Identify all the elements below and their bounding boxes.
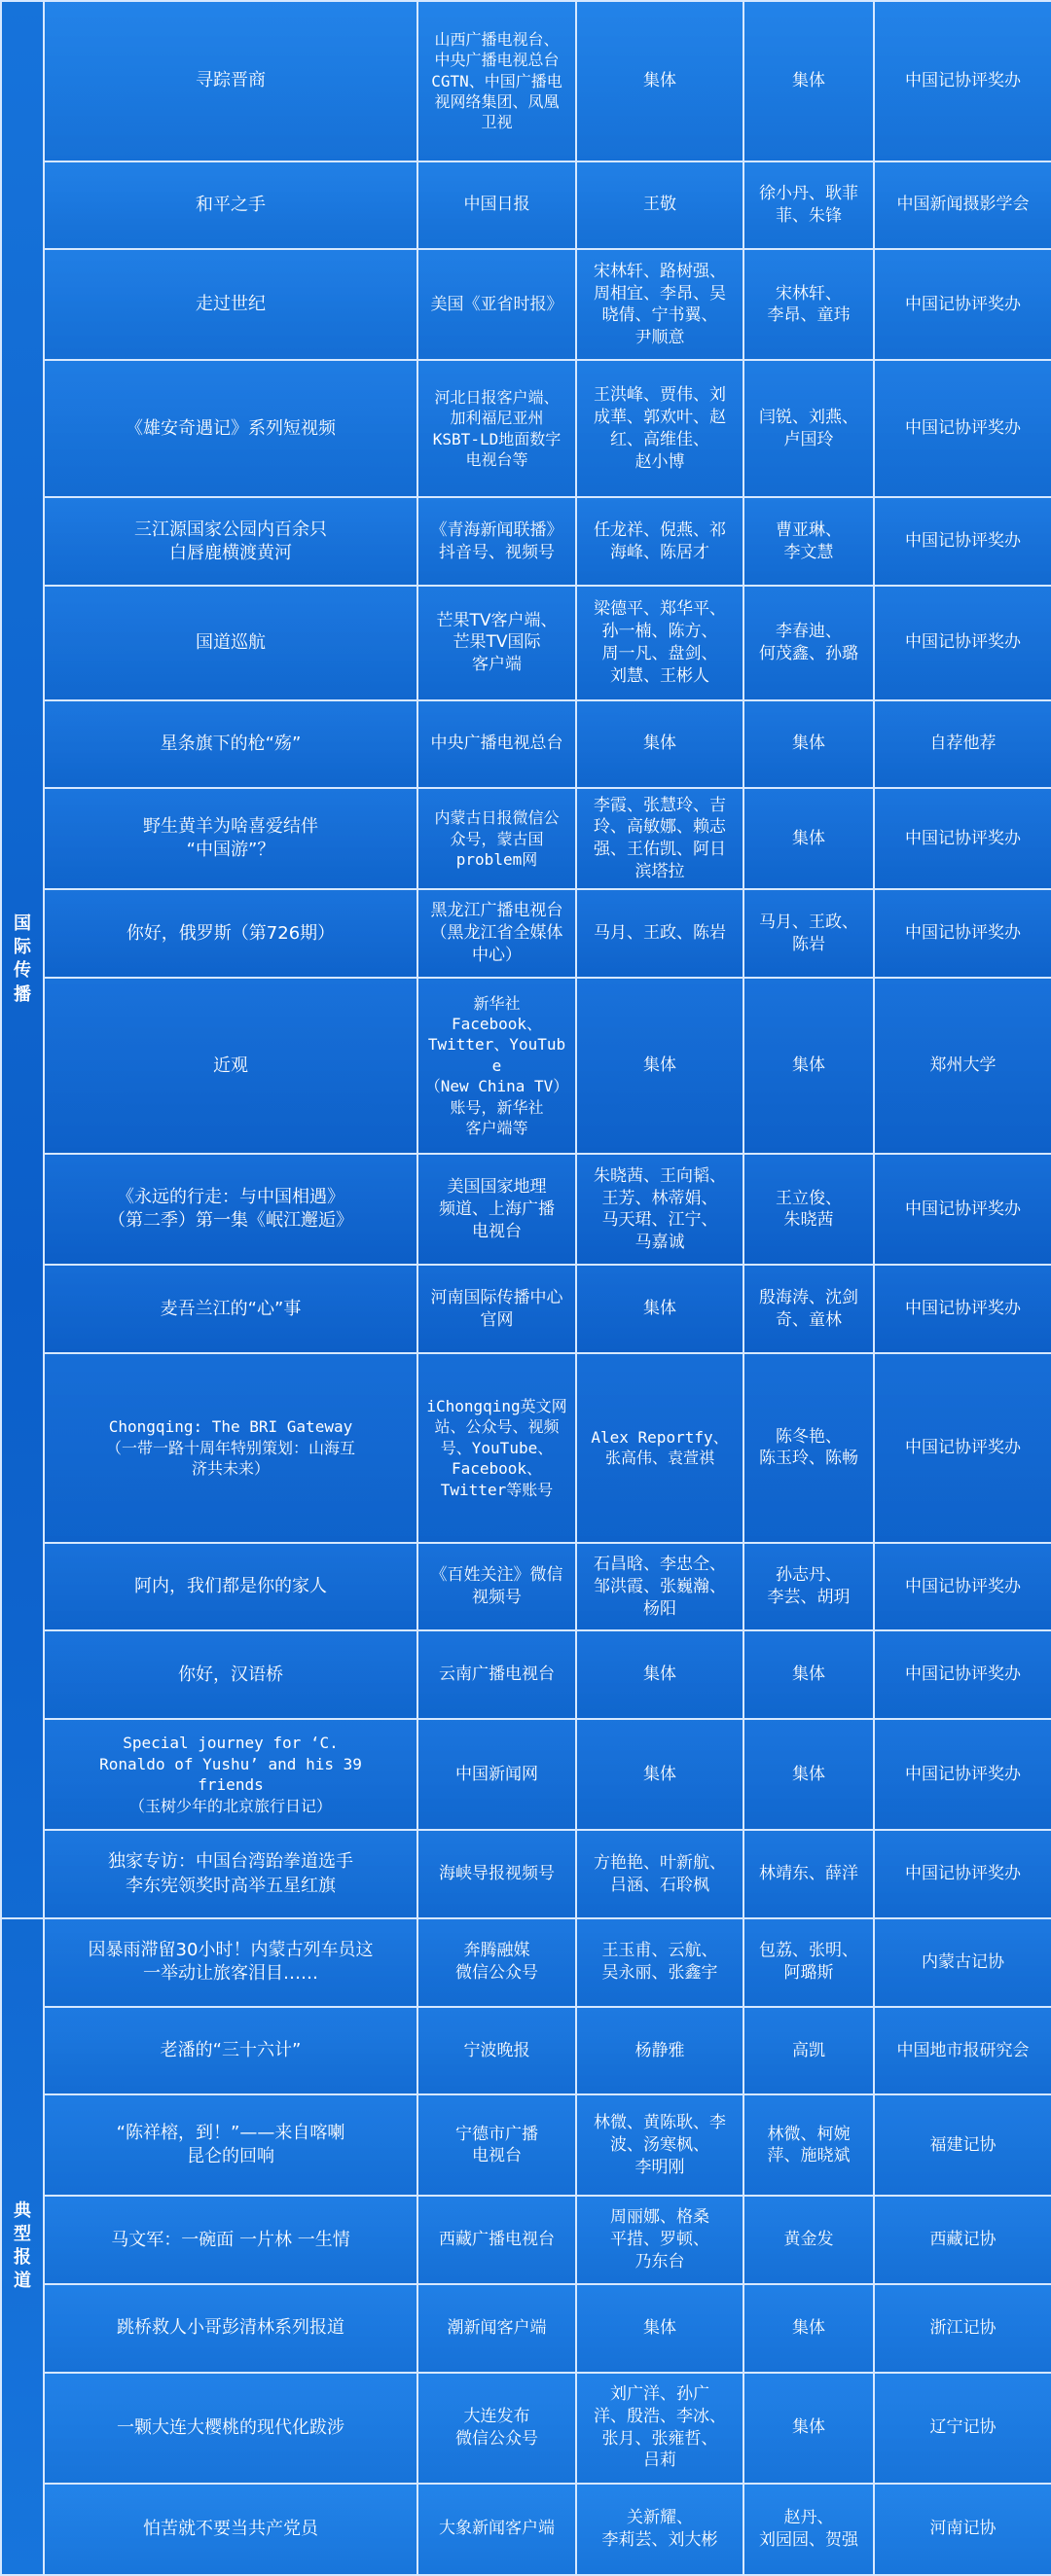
authors-cell: 宋林轩、路树强、 周相宜、李昂、吴 晓倩、宁书翼、 尹顺意	[576, 249, 743, 360]
publishing-media-cell: 宁德市广播 电视台	[417, 2094, 576, 2196]
editors-cell: 集体	[743, 788, 874, 889]
editors-cell: 黄金发	[743, 2196, 874, 2284]
publishing-media-cell: 大象新闻客户端	[417, 2484, 576, 2575]
table-row	[1, 1918, 1051, 2007]
authors-cell: 王洪峰、贾伟、刘 成華、郭欢叶、赵 红、高维佳、 赵小博	[576, 360, 743, 497]
authors-cell: 刘广洋、孙广 洋、殷浩、李冰、 张月、张雍哲、 吕莉	[576, 2373, 743, 2484]
authors-cell: 周丽娜、格桑 平措、罗顿、 乃东台	[576, 2196, 743, 2284]
authors-cell: 林微、黄陈耿、李 波、汤寒枫、 李明刚	[576, 2094, 743, 2196]
recommending-unit-cell: 郑州大学	[874, 978, 1051, 1154]
publishing-media-cell: 芒果TV客户端、 芒果TV国际 客户端	[417, 586, 576, 700]
authors-cell: 集体	[576, 700, 743, 789]
recommending-unit-cell: 中国记协评奖办	[874, 1830, 1051, 1918]
table-row	[1, 1630, 1051, 1719]
editors-cell: 集体	[743, 1719, 874, 1830]
entry-title-cell: 你好，汉语桥	[44, 1630, 417, 1719]
table-row	[1, 2094, 1051, 2196]
entry-title-cell: 走过世纪	[44, 249, 417, 360]
recommending-unit-cell: 内蒙古记协	[874, 1918, 1051, 2007]
entry-title-cell: 独家专访：中国台湾跆拳道选手 李东宪领奖时高举五星红旗	[44, 1830, 417, 1918]
recommending-unit-cell: 中国记协评奖办	[874, 1265, 1051, 1353]
recommending-unit-cell: 中国记协评奖办	[874, 497, 1051, 586]
recommending-unit-cell: 中国记协评奖办	[874, 1630, 1051, 1719]
authors-cell: 关新耀、 李莉芸、刘大彬	[576, 2484, 743, 2575]
entry-title-cell: 寻踪晋商	[44, 1, 417, 161]
entry-title-cell: Special journey for ‘C. Ronaldo of Yushu’ and his 39 friends （玉树少年的北京旅行日记）	[44, 1719, 417, 1830]
publishing-media-cell: 美国国家地理 频道、上海广播 电视台	[417, 1154, 576, 1265]
entry-title-cell: 星条旗下的枪“殇”	[44, 700, 417, 789]
authors-cell: 杨静雅	[576, 2007, 743, 2095]
table-row	[1, 1154, 1051, 1265]
editors-cell: 殷海涛、沈剑 奇、童林	[743, 1265, 874, 1353]
authors-cell: 集体	[576, 2284, 743, 2373]
recommending-unit-cell: 西藏记协	[874, 2196, 1051, 2284]
recommending-unit-cell: 中国地市报研究会	[874, 2007, 1051, 2095]
table-row	[1, 788, 1051, 889]
entry-title-cell: 野生黄羊为啥喜爱结伴 “中国游”？	[44, 788, 417, 889]
table-row	[1, 1, 1051, 161]
editors-cell: 曹亚琳、 李文慧	[743, 497, 874, 586]
table-row	[1, 249, 1051, 360]
publishing-media-cell: 内蒙古日报微信公 众号，蒙古国 problem网	[417, 788, 576, 889]
table-row	[1, 161, 1051, 250]
recommending-unit-cell: 中国记协评奖办	[874, 1719, 1051, 1830]
recommending-unit-cell: 辽宁记协	[874, 2373, 1051, 2484]
publishing-media-cell: 山西广播电视台、 中央广播电视总台 CGTN、中国广播电 视网络集团、凤凰 卫视	[417, 1, 576, 161]
editors-cell: 集体	[743, 2373, 874, 2484]
entry-title-cell: 《雄安奇遇记》系列短视频	[44, 360, 417, 497]
table-row	[1, 360, 1051, 497]
entry-title-cell: 跳桥救人小哥彭清林系列报道	[44, 2284, 417, 2373]
editors-cell: 徐小丹、耿菲 菲、朱锋	[743, 161, 874, 250]
entry-title-cell: 阿内，我们都是你的家人	[44, 1543, 417, 1631]
publishing-media-cell: 西藏广播电视台	[417, 2196, 576, 2284]
editors-cell: 赵丹、 刘园园、贺强	[743, 2484, 874, 2575]
editors-cell: 王立俊、 朱晓茜	[743, 1154, 874, 1265]
table-row	[1, 1265, 1051, 1353]
authors-cell: 集体	[576, 1719, 743, 1830]
entry-title-cell: 你好，俄罗斯（第726期）	[44, 889, 417, 978]
authors-cell: 马月、王政、陈岩	[576, 889, 743, 978]
editors-cell: 集体	[743, 978, 874, 1154]
entry-title-cell: 国道巡航	[44, 586, 417, 700]
recommending-unit-cell: 中国记协评奖办	[874, 788, 1051, 889]
entry-title-cell: 一颗大连大樱桃的现代化跋涉	[44, 2373, 417, 2484]
editors-cell: 高凯	[743, 2007, 874, 2095]
recommending-unit-cell: 自荐他荐	[874, 700, 1051, 789]
authors-cell: 朱晓茜、王向韬、 王芳、林蒂娟、 马天珺、江宁、 马嘉诚	[576, 1154, 743, 1265]
table-row	[1, 2484, 1051, 2575]
category-cell: 国际 传播	[1, 1, 44, 1918]
entry-title-cell: 老潘的“三十六计”	[44, 2007, 417, 2095]
publishing-media-cell: 大连发布 微信公众号	[417, 2373, 576, 2484]
recommending-unit-cell: 中国记协评奖办	[874, 889, 1051, 978]
table-row	[1, 586, 1051, 700]
entry-title-cell: “陈祥榕，到！”——来自喀喇 昆仑的回响	[44, 2094, 417, 2196]
entry-title-cell: 《永远的行走：与中国相遇》 （第二季）第一集《岷江邂逅》	[44, 1154, 417, 1265]
table-row	[1, 1353, 1051, 1543]
publishing-media-cell: 中国日报	[417, 161, 576, 250]
entry-title-cell: 马文军：一碗面 一片林 一生情	[44, 2196, 417, 2284]
entry-title-cell: 三江源国家公园内百余只 白唇鹿横渡黄河	[44, 497, 417, 586]
authors-cell: 方艳艳、叶新航、 吕涵、石聆枫	[576, 1830, 743, 1918]
editors-cell: 集体	[743, 1, 874, 161]
publishing-media-cell: 河北日报客户端、 加利福尼亚州 KSBT-LD地面数字 电视台等	[417, 360, 576, 497]
editors-cell: 林微、柯婉 萍、施晓斌	[743, 2094, 874, 2196]
entry-title-cell: 怕苦就不要当共产党员	[44, 2484, 417, 2575]
recommending-unit-cell: 中国记协评奖办	[874, 1543, 1051, 1631]
publishing-media-cell: 中央广播电视总台	[417, 700, 576, 789]
editors-cell: 林靖东、薛洋	[743, 1830, 874, 1918]
publishing-media-cell: 黑龙江广播电视台 （黑龙江省全媒体 中心）	[417, 889, 576, 978]
recommending-unit-cell: 中国记协评奖办	[874, 249, 1051, 360]
publishing-media-cell: iChongqing英文网 站、公众号、视频 号、YouTube、 Facebook、 Twitter等账号	[417, 1353, 576, 1543]
editors-cell: 集体	[743, 2284, 874, 2373]
publishing-media-cell: 河南国际传播中心 官网	[417, 1265, 576, 1353]
recommending-unit-cell: 福建记协	[874, 2094, 1051, 2196]
table-row	[1, 889, 1051, 978]
editors-cell: 闫锐、刘燕、 卢国玲	[743, 360, 874, 497]
recommending-unit-cell: 中国记协评奖办	[874, 360, 1051, 497]
recommending-unit-cell: 浙江记协	[874, 2284, 1051, 2373]
table-row	[1, 2284, 1051, 2373]
entry-title-cell: Chongqing: The BRI Gateway （一带一路十周年特别策划：山海互 济共未来）	[44, 1353, 417, 1543]
publishing-media-cell: 新华社 Facebook、 Twitter、YouTube （New China TV） 账号，新华社 客户端等	[417, 978, 576, 1154]
editors-cell: 集体	[743, 700, 874, 789]
recommending-unit-cell: 中国记协评奖办	[874, 586, 1051, 700]
recommending-unit-cell: 中国记协评奖办	[874, 1, 1051, 161]
recommending-unit-cell: 中国记协评奖办	[874, 1154, 1051, 1265]
recommending-unit-cell: 河南记协	[874, 2484, 1051, 2575]
authors-cell: 王敬	[576, 161, 743, 250]
entry-title-cell: 麦吾兰江的“心”事	[44, 1265, 417, 1353]
table-row	[1, 978, 1051, 1154]
table-row	[1, 700, 1051, 789]
editors-cell: 集体	[743, 1630, 874, 1719]
entry-title-cell: 和平之手	[44, 161, 417, 250]
authors-cell: 王玉甫、云航、 吴永丽、张鑫宇	[576, 1918, 743, 2007]
table-row	[1, 1543, 1051, 1631]
editors-cell: 陈冬艳、 陈玉玲、陈畅	[743, 1353, 874, 1543]
authors-cell: 李霞、张慧玲、吉 玲、高敏娜、赖志 强、王佑凯、阿日 滨塔拉	[576, 788, 743, 889]
editors-cell: 孙志丹、 李芸、胡玥	[743, 1543, 874, 1631]
editors-cell: 马月、王政、 陈岩	[743, 889, 874, 978]
publishing-media-cell: 云南广播电视台	[417, 1630, 576, 1719]
table-row	[1, 1719, 1051, 1830]
publishing-media-cell: 美国《亚省时报》	[417, 249, 576, 360]
publishing-media-cell: 海峡导报视频号	[417, 1830, 576, 1918]
award-table-body	[1, 1, 1051, 2575]
publishing-media-cell: 《青海新闻联播》 抖音号、视频号	[417, 497, 576, 586]
entry-title-cell: 近观	[44, 978, 417, 1154]
publishing-media-cell: 奔腾融媒 微信公众号	[417, 1918, 576, 2007]
authors-cell: 集体	[576, 1265, 743, 1353]
editors-cell: 包荔、张明、 阿璐斯	[743, 1918, 874, 2007]
entry-title-cell: 因暴雨滞留30小时！内蒙古列车员这 一举动让旅客泪目……	[44, 1918, 417, 2007]
publishing-media-cell: 《百姓关注》微信 视频号	[417, 1543, 576, 1631]
publishing-media-cell: 潮新闻客户端	[417, 2284, 576, 2373]
table-row	[1, 2196, 1051, 2284]
editors-cell: 李春迪、 何茂鑫、孙璐	[743, 586, 874, 700]
authors-cell: 石昌晗、李忠仝、 邹洪霞、张巍瀚、 杨阳	[576, 1543, 743, 1631]
table-row	[1, 2373, 1051, 2484]
table-row	[1, 2007, 1051, 2095]
authors-cell: 集体	[576, 978, 743, 1154]
category-cell: 典型 报道	[1, 1918, 44, 2575]
table-row	[1, 1830, 1051, 1918]
authors-cell: 集体	[576, 1630, 743, 1719]
publishing-media-cell: 宁波晚报	[417, 2007, 576, 2095]
recommending-unit-cell: 中国新闻摄影学会	[874, 161, 1051, 250]
recommending-unit-cell: 中国记协评奖办	[874, 1353, 1051, 1543]
publishing-media-cell: 中国新闻网	[417, 1719, 576, 1830]
authors-cell: Alex Reportfy、 张高伟、袁萱祺	[576, 1353, 743, 1543]
table-row	[1, 497, 1051, 586]
authors-cell: 梁德平、郑华平、 孙一楠、陈方、 周一凡、盘剑、 刘慧、王彬人	[576, 586, 743, 700]
authors-cell: 集体	[576, 1, 743, 161]
editors-cell: 宋林轩、 李昂、童玮	[743, 249, 874, 360]
authors-cell: 任龙祥、倪燕、祁 海峰、陈居才	[576, 497, 743, 586]
